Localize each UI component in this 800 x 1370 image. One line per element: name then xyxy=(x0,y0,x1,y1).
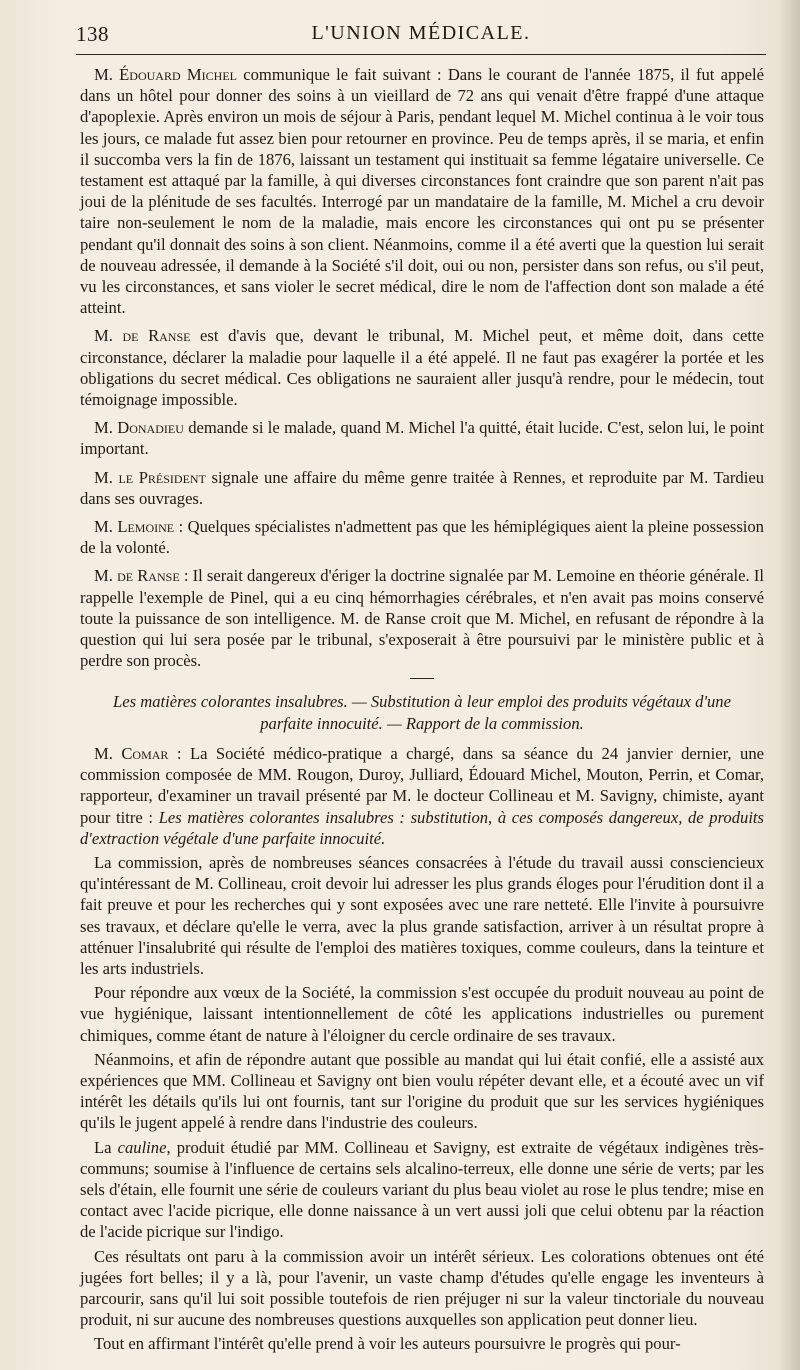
running-head: L'UNION MÉDICALE. xyxy=(311,22,531,44)
speaker-name: M. Comar xyxy=(94,743,169,763)
paragraph-lemoine xyxy=(80,516,764,558)
paragraph-text: signale une affaire du même genre traitée à Rennes, et reproduite par M. Tardieu dans ses ouvrages. xyxy=(80,467,764,508)
paragraph-comar xyxy=(80,743,764,849)
page-edge-shadow xyxy=(778,0,800,1370)
report-paragraph: La commission, après de nombreuses séances consacrées à l'étude du travail aussi consciencieux qu'intéressant de M. Collineau, croit devoir lui adresser les plus grands éloges pour l'érudition dont il a fait preuve et pour les recherches qui y sont exposées avec une rare netteté. Elle l'invite à poursuivre ses travaux, et déclare qu'elle le verra, avec la plus grande satisfaction, arriver à un résultat propre à atténuer l'insalubrité qui résulte de l'emploi des matières toxiques, comme couleurs, dans la teinture et les arts industriels. xyxy=(80,852,764,978)
section-divider xyxy=(410,678,434,679)
speaker-name: M. de Ranse xyxy=(94,326,191,346)
speaker-name: M. Lemoine xyxy=(94,517,175,537)
paragraph-text: communique le fait suivant : Dans le courant de l'année 1875, il fut appelé dans un hôtel pour donner des soins à un vieillard de 72 ans qui venait d'être frappé d'une attaque d'apoplexie. Après environ un mois de séjour à Paris, pendant lequel M. Michel continua à le voir tous les jours, ce malade fut assez bien pour retourner en province. Peu de temps après, il se maria, et enfin il succomba vers la fin de 1876, laissant un testament qui instituait sa femme légataire universelle. Ce testament est attaqué par la famille, à qui diverses circonstances font craindre que son parent n'ait pas joui de la plénitude de ses facultés. Interrogé par un mandataire de la famille, M. Michel a cru devoir taire non-seulement le nom de la maladie, mais encore les circonstances qui ont pu se présenter pendant qu'il donnait des soins à son client. Néanmoins, comme il a été averti que la question lui serait de nouveau adressée, il demande à la Société s'il doit, oui ou non, persister dans son refus, ou s'il peut, vu les circonstances, et sans violer le secret médical, dire le nom de l'affection dont son malade a été atteint. xyxy=(80,65,764,318)
paragraph-president xyxy=(80,467,764,509)
page-header xyxy=(76,20,766,50)
cauline-lead: La xyxy=(94,1137,118,1157)
page-number: 138 xyxy=(76,22,109,46)
paragraph-cauline xyxy=(80,1137,764,1243)
final-paragraph: Ces résultats ont paru à la commission avoir un intérêt sérieux. Les colorations obtenues ont été jugées fort belles; il y a là, pour l'avenir, un vaste champ d'études qu'elle engage les inventeurs à parcourir, sans qu'il lui soit possible toutefois de rien préjuger ni sur la valeur tinctoriale du nouveau produit, ni sur aucune des nombreuses questions auxquelles son application peut donner lieu. xyxy=(80,1246,764,1330)
paragraph-text: demande si le malade, quand M. Michel l'a quitté, était lucide. C'est, selon lui, le point important. xyxy=(80,418,764,459)
report-paragraph: Pour répondre aux vœux de la Société, la commission s'est occupée du produit nouveau au point de vue hygiénique, laissant intentionnellement de côté les applications industrielles ou purement chimiques, comme étant de nature à l'éloigner du cercle ordinaire de ses travaux. xyxy=(80,983,764,1045)
work-title: Les matières colorantes insalubres : substitution, à ces composés dangereux, de produits d'extraction végétale d'une parfaite innocuité. xyxy=(80,807,764,848)
cauline-term: cauline xyxy=(117,1137,167,1157)
paragraph-michel xyxy=(80,64,764,318)
speaker-name: M. Édouard Michel xyxy=(94,65,237,84)
paragraph-text: est d'avis que, devant le tribunal, M. Michel peut, et même doit, dans cette circonstance, déclarer la maladie pour laquelle il a été appelé. Il ne faut pas exagérer la portée et les obligations du secret médical. Ces obligations ne sauraient aller jusqu'à rendre, pour le médecin, tout témoignage impossible. xyxy=(80,326,764,410)
paragraph-text: , produit étudié par MM. Collineau et Savigny, est extraite de végétaux indigènes très-communs; soumise à l'influence de certains sels alcalino-terreux, elle donne une série de verts; par les sels d'étain, elle fournit une série de couleurs variant du plus beau violet au rose le plus tendre; mise en contact avec l'acide picrique, elle donne naissance à un vert aussi joli que celui obtenu par la réaction de l'acide picrique sur l'indigo. xyxy=(80,1137,764,1242)
paragraph-de-ranse xyxy=(80,325,764,410)
speaker-name: M. Donadieu xyxy=(94,418,184,438)
article-body xyxy=(80,64,764,1358)
paragraph-text: : Il serait dangereux d'ériger la doctrine signalée par M. Lemoine en théorie générale. Il rappelle l'exemple de Pinel, qui a eu cinq hémorrhagies cérébrales, et n'en avait pas moins conservé toute la puissance de son intelligence. M. de Ranse croit que M. Michel, en refusant de répondre à la question qui lui sera posée par le tribunal, s'exposerait à être poursuivi par le ministère public et à perdre son procès. xyxy=(80,566,764,671)
section-title: Les matières colorantes insalubres. — Substitution à leur emploi des produits végétaux d'une parfaite innocuité. — Rapport de la commission. xyxy=(113,692,731,733)
paragraph-donadieu xyxy=(80,417,764,459)
speaker-name: M. de Ranse xyxy=(94,566,180,586)
paragraph-de-ranse-2 xyxy=(80,565,764,671)
paragraph-text: : La Société médico-pratique a chargé, dans sa séance du 24 janvier dernier, une commission composée de MM. Rougon, Duroy, Julliard, Édouard Michel, Mouton, Perrin, et Comar, rapporteur, d'examiner un travail présenté par M. le docteur Collineau et M. Savigny, chimiste, ayant pour titre : xyxy=(80,743,764,827)
paragraph-text: : Quelques spécialistes n'admettent pas que les hémiplégiques aient la pleine possession de la volonté. xyxy=(80,517,764,558)
speaker-name: M. le Président xyxy=(94,467,206,487)
final-paragraph: Tout en affirmant l'intérêt qu'elle prend à voir les auteurs poursuivre le progrès qui pour- xyxy=(94,1334,681,1354)
header-rule xyxy=(76,54,766,55)
report-paragraph: Néanmoins, et afin de répondre autant que possible au mandat qui lui était confié, elle a assisté aux expériences que MM. Collineau et Savigny ont bien voulu répéter devant elle, et a écouté avec un vif intérêt les détails qu'ils lui ont fournis, tant sur l'origine du produit que sur les services hygiéniques qu'ils le jugent appelé à rendre dans l'industrie des couleurs. xyxy=(80,1049,764,1133)
